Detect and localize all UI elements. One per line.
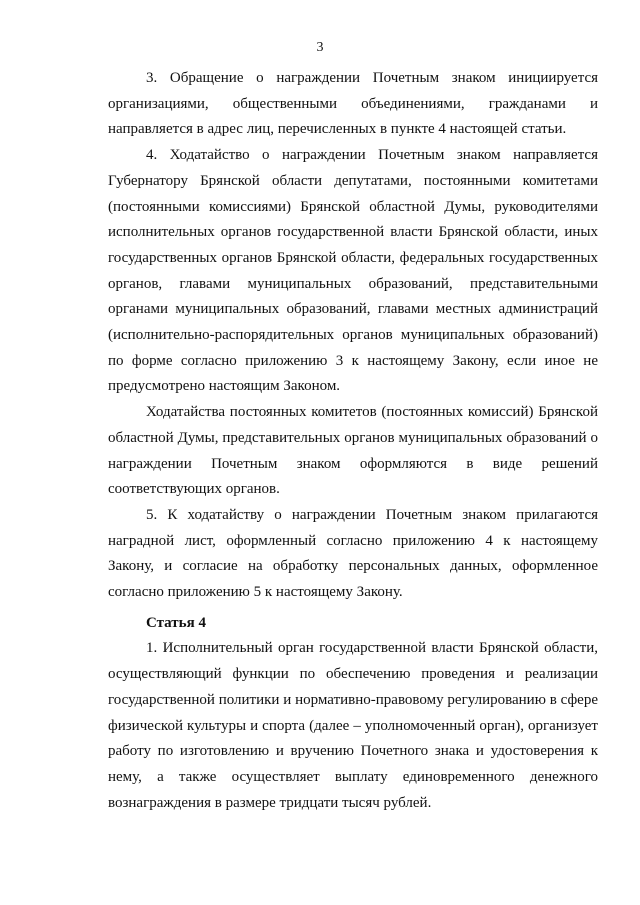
paragraph-3: 3. Обращение о награждении Почетным знаком инициируется организациями, общественными объединениями, гражданами и направляется в адрес лиц, перечисленных в пункте 4 настоящей статьи. — [108, 70, 598, 138]
paragraph-5: 5. К ходатайству о награждении Почетным знаком прилагаются наградной лист, оформленный согласно приложению 4 к настоящему Закону, и согласие на обработку персональных данных, оформленное согласно приложению 5 к настоящему Закону. — [108, 506, 598, 601]
article-heading: Статья 4 — [146, 614, 206, 631]
page-number: 3 — [316, 40, 324, 55]
article-4-paragraph-1: 1. Исполнительный орган государственной власти Брянской области, осуществляющий функции по обеспечению проведения и реализации государственной политики и нормативно-правовому регулированию в сфере физической культуры и спорта (далее – уполномоченный орган), организует работу по изготовлению и вручению Почетного знака и удостоверения к нему, а также осуществляет выплату единовременного денежного вознаграждения в размере тридцати тысяч рублей. — [108, 640, 598, 811]
paragraph-4-continuation: Ходатайства постоянных комитетов (постоянных комиссий) Брянской областной Думы, представительных органов муниципальных образований о награждении Почетным знаком оформляются в виде решений соответствующих органов. — [108, 404, 598, 498]
paragraph-4: 4. Ходатайство о награждении Почетным знаком направляется Губернатору Брянской области депутатами, постоянными комитетами (постоянными комиссиями) Брянской областной Думы, руководителями исполнительных органов государственной власти Брянской области, иных государственных органов Брянской области, федеральных государственных органов, главами муниципальных образований, представительными органами муниципальных образований, главами местных администраций (исполнительно-распорядительных органов муниципальных образований) по форме согласно приложению 3 к настоящему Закону, если иное не предусмотрено настоящим Законом. — [108, 147, 598, 395]
document-body — [108, 66, 598, 816]
